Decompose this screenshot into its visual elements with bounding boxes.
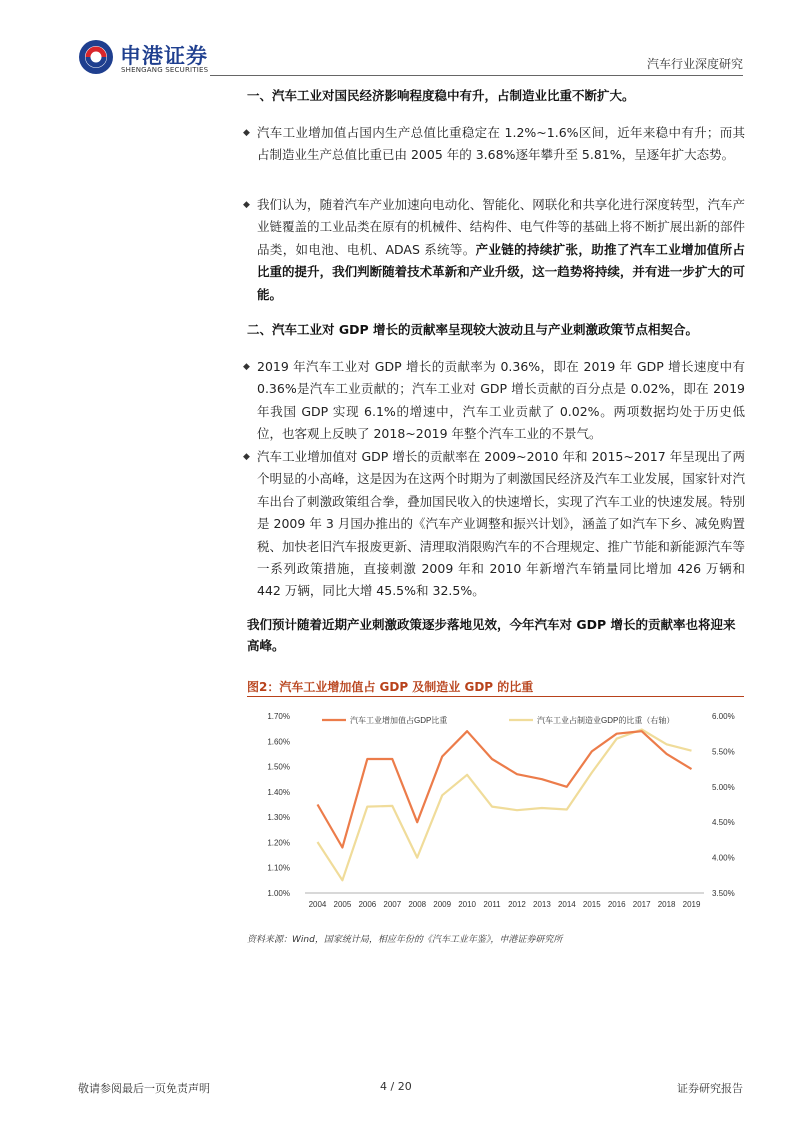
x-tick-label: 2014 [557, 900, 576, 909]
conclusion-text: 我们预计随着近期产业刺激政策逐步落地见效，今年汽车对 GDP 增长的贡献率也将迎来高峰。 [247, 617, 736, 653]
legend-label: 汽车工业增加值占GDP比重 [350, 716, 448, 725]
x-tick-label: 2011 [483, 900, 501, 909]
bullet-icon: ◆ [243, 200, 250, 210]
legend-label: 汽车工业占制造业GDP的比重（右轴） [537, 716, 675, 725]
series-line [318, 731, 692, 847]
section1-heading: 一、汽车工业对国民经济影响程度稳中有升，占制造业比重不断扩大。 [247, 88, 635, 103]
bullet-icon: ◆ [243, 128, 250, 138]
section2-paragraph-2: 汽车工业增加值对 GDP 增长的贡献率在 2009~2010 年和 2015~2017 年呈现出了两个明显的小高峰，这是因为在这两个时期为了刺激国民经济及汽车工业发展，国家针对汽车出台了刺激政策组合拳，叠加国民收入的快速增长，实现了汽车工业的快速发展。特别是 2009 年 3 月国办推出的《汽车产业调整和振兴计划》，涵盖了如汽车下乡、减免购置税、加快老旧汽车报废更新、清理取消限购汽车的不合理规定、推广节能和新能源汽车等一系列政策措施，直接刺激 2009 年和 2010 年新增汽车销量同比增加 426 万辆和 442 万辆，同比大增 45.5%和 32.5%。 [257, 449, 745, 599]
x-tick-label: 2005 [333, 900, 352, 909]
section1-paragraph-2: 我们认为，随着汽车产业加速向电动化、智能化、网联化和共享化进行深度转型，汽车产业链覆盖的工业品类在原有的机械件、结构件、电气件等的基础上将不断扩展出新的部件品类，如电池、电机、ADAS 系统等。产业链的持续扩张，助推了汽车工业增加值所占比重的提升，我们判断随着技术革新和产业升级，这一趋势将持续，并有进一步扩大的可能。 [257, 197, 745, 302]
x-tick-label: 2019 [682, 900, 701, 909]
bullet-icon: ◆ [243, 452, 250, 462]
x-tick-label: 2009 [433, 900, 452, 909]
y-left-tick-label: 1.00% [267, 889, 290, 898]
x-tick-label: 2008 [408, 900, 427, 909]
footer-doc-type: 证券研究报告 [677, 1082, 743, 1095]
shengang-logo-icon [78, 39, 114, 75]
y-left-tick-label: 1.30% [267, 813, 290, 823]
y-left-tick-label: 1.60% [267, 737, 290, 747]
figure-title: 图2：汽车工业增加值占 GDP 及制造业 GDP 的比重 [247, 680, 534, 694]
x-tick-label: 2012 [508, 900, 526, 909]
y-right-tick-label: 4.00% [712, 853, 735, 863]
y-left-tick-label: 1.70% [267, 712, 290, 721]
section2-heading: 二、汽车工业对 GDP 增长的贡献率呈现较大波动且与产业刺激政策节点相契合。 [247, 322, 699, 337]
series-line [318, 730, 692, 881]
figure-title-underline [247, 696, 744, 697]
line-chart [247, 700, 744, 925]
x-tick-label: 2015 [582, 900, 601, 909]
x-tick-label: 2006 [358, 900, 377, 909]
y-left-tick-label: 1.20% [267, 838, 290, 848]
bullet-icon: ◆ [243, 362, 250, 372]
brand-subtitle: SHENGANG SECURITIES [121, 66, 209, 74]
y-left-tick-label: 1.50% [267, 762, 290, 772]
y-left-tick-label: 1.10% [267, 863, 290, 873]
x-tick-label: 2013 [533, 900, 551, 909]
y-right-tick-label: 3.50% [712, 889, 735, 898]
x-tick-label: 2004 [308, 900, 327, 909]
brand-name: 申港证券 [120, 44, 208, 68]
y-right-tick-label: 5.00% [712, 782, 735, 792]
figure-source: 资料来源：Wind，国家统计局，相应年份的《汽车工业年鉴》，申港证券研究所 [247, 935, 563, 945]
x-tick-label: 2007 [383, 900, 402, 909]
x-tick-label: 2016 [607, 900, 626, 909]
y-right-tick-label: 5.50% [712, 747, 735, 757]
section1-paragraph-1: 汽车工业增加值占国内生产总值比重稳定在 1.2%~1.6%区间，近年来稳中有升；而其占制造业生产总值比重已由 2005 年的 3.68%逐年攀升至 5.81%，呈逐年扩大态势。 [257, 125, 745, 163]
x-tick-label: 2010 [458, 900, 476, 909]
report-type: 汽车行业深度研究 [646, 57, 743, 71]
y-right-tick-label: 4.50% [712, 818, 735, 828]
section2-paragraph-1: 2019 年汽车工业对 GDP 增长的贡献率为 0.36%，即在 2019 年 GDP 增长速度中有 0.36%是汽车工业贡献的；汽车工业对 GDP 增长贡献的百分点是 0.02%，即在 2019 年我国 GDP 实现 6.1%的增速中，汽车工业贡献了 0.02%。两项数据均处于历史低位，也客观上反映了 2018~2019 年整个汽车工业的不景气。 [257, 359, 745, 442]
header-divider [210, 75, 743, 76]
x-tick-label: 2017 [632, 900, 651, 909]
y-left-tick-label: 1.40% [267, 787, 290, 797]
footer-disclaimer: 敬请参阅最后一页免责声明 [78, 1082, 210, 1095]
page-number: 4 / 20 [380, 1080, 412, 1093]
x-tick-label: 2018 [657, 900, 676, 909]
y-right-tick-label: 6.00% [712, 712, 735, 721]
